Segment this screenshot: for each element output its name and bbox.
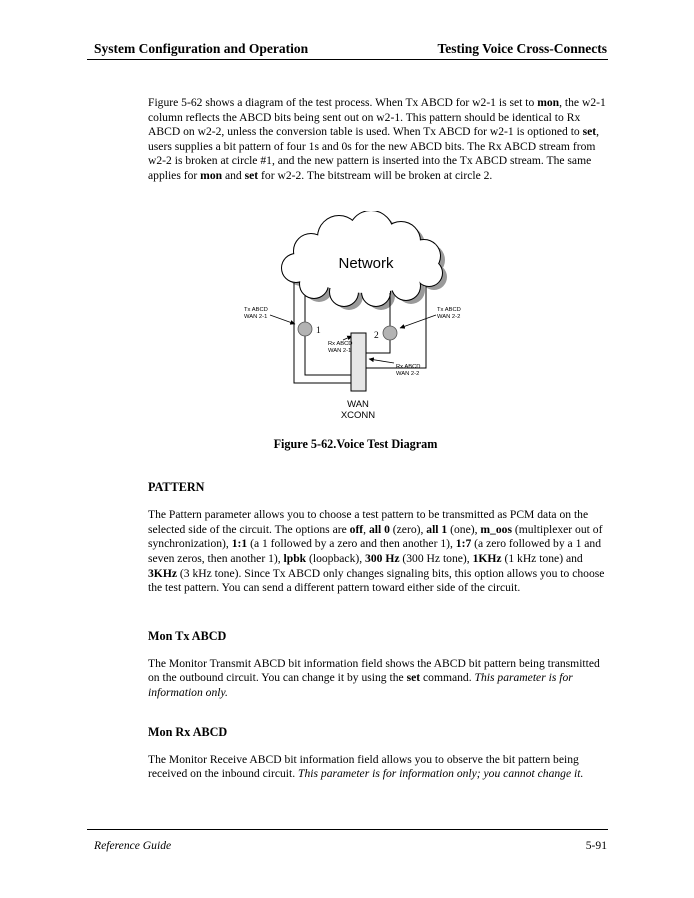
node2-number: 2 — [373, 330, 379, 341]
rx22-arrow — [369, 359, 394, 363]
mon-tx-abcd-paragraph: The Monitor Transmit ABCD bit information field shows the ABCD bit pattern being transmitted on the outbound circuit. You can change it by using the set command. This parameter is for information only. — [148, 656, 600, 699]
page-footer — [94, 839, 607, 852]
label-tx-wan21: Tx ABCD — [243, 306, 268, 313]
intro-paragraph: Figure 5-62 shows a diagram of the test process. When Tx ABCD for w2-1 is set to mon, the w2-1 column reflects the ABCD bits being sent out on w2-1. This pattern should be identical to Rx ABCD on w2-2, unless the conversion table is used. When Tx ABCD for w2-1 is optioned to set, users supplies a bit pattern of four 1s and 0s for the new ABCD bits. The Rx ABCD stream from w2-2 is broken at circle #1, and the new pattern is inserted into the Tx ABCD stream. The same applies for mon and set for w2-2. The bitstream will be broken at circle 2. — [148, 96, 606, 182]
node1-number: 1 — [315, 325, 321, 336]
voice-test-diagram — [236, 211, 476, 423]
label-tx-wan22-2: WAN 2-2 — [436, 313, 460, 320]
footer-rule — [87, 829, 608, 830]
break-node-2 — [383, 326, 397, 340]
section-heading-mon-rx-abcd: Mon Rx ABCD — [148, 724, 228, 739]
xconn-label-xconn: XCONN — [340, 409, 375, 421]
voice-test-figure — [125, 211, 586, 452]
xconn-box — [351, 333, 366, 391]
label-rx-wan22: Rx ABCD — [395, 363, 420, 370]
cloud-label: Network — [337, 254, 394, 272]
header-left-title: System Configuration and Operation — [94, 41, 309, 56]
section-heading-mon-tx-abcd: Mon Tx ABCD — [148, 628, 227, 643]
label-rx-wan21: Rx ABCD — [327, 340, 352, 347]
page-body — [148, 96, 609, 782]
header-right-title: Testing Voice Cross-Connects — [437, 41, 607, 56]
footer-document-title: Reference Guide — [94, 839, 172, 852]
label-tx-wan22: Tx ABCD — [436, 306, 461, 313]
pattern-paragraph: The Pattern parameter allows you to choose a test pattern to be transmitted as PCM data on the selected side of the circuit. The options are off, all 0 (zero), all 1 (one), m_oos (multiplexer out of synchronization), 1:1 (a 1 followed by a zero and then another 1), 1:7 (a zero followed by a 1 and seven zeros, then another 1), lpbk (loopback), 300 Hz (300 Hz tone), 1KHz (1 kHz tone) and 3KHz (3 kHz tone). Since Tx ABCD only changes signaling bits, this option allows you to choose the test pattern. You can send a different pattern toward either side of the circuit. — [148, 508, 605, 595]
label-rx-wan21-2: WAN 2-1 — [327, 347, 351, 354]
section-heading-pattern: PATTERN — [148, 480, 205, 495]
label-tx-wan21-2: WAN 2-1 — [243, 313, 267, 320]
figure-caption: Figure 5-62.Voice Test Diagram — [273, 436, 438, 451]
label-rx-wan22-2: WAN 2-2 — [395, 370, 419, 377]
break-node-1 — [298, 322, 312, 336]
tx22-arrow — [400, 315, 436, 328]
xconn-label-wan: WAN — [346, 398, 369, 410]
tx21-arrow — [270, 315, 295, 324]
page-header — [94, 41, 607, 57]
header-rule — [87, 59, 608, 60]
mon-rx-abcd-paragraph: The Monitor Receive ABCD bit information field allows you to observe the bit pattern being received on the inbound circuit. This parameter is for information only; you cannot change it. — [148, 752, 584, 781]
footer-page-number: 5-91 — [585, 839, 607, 852]
